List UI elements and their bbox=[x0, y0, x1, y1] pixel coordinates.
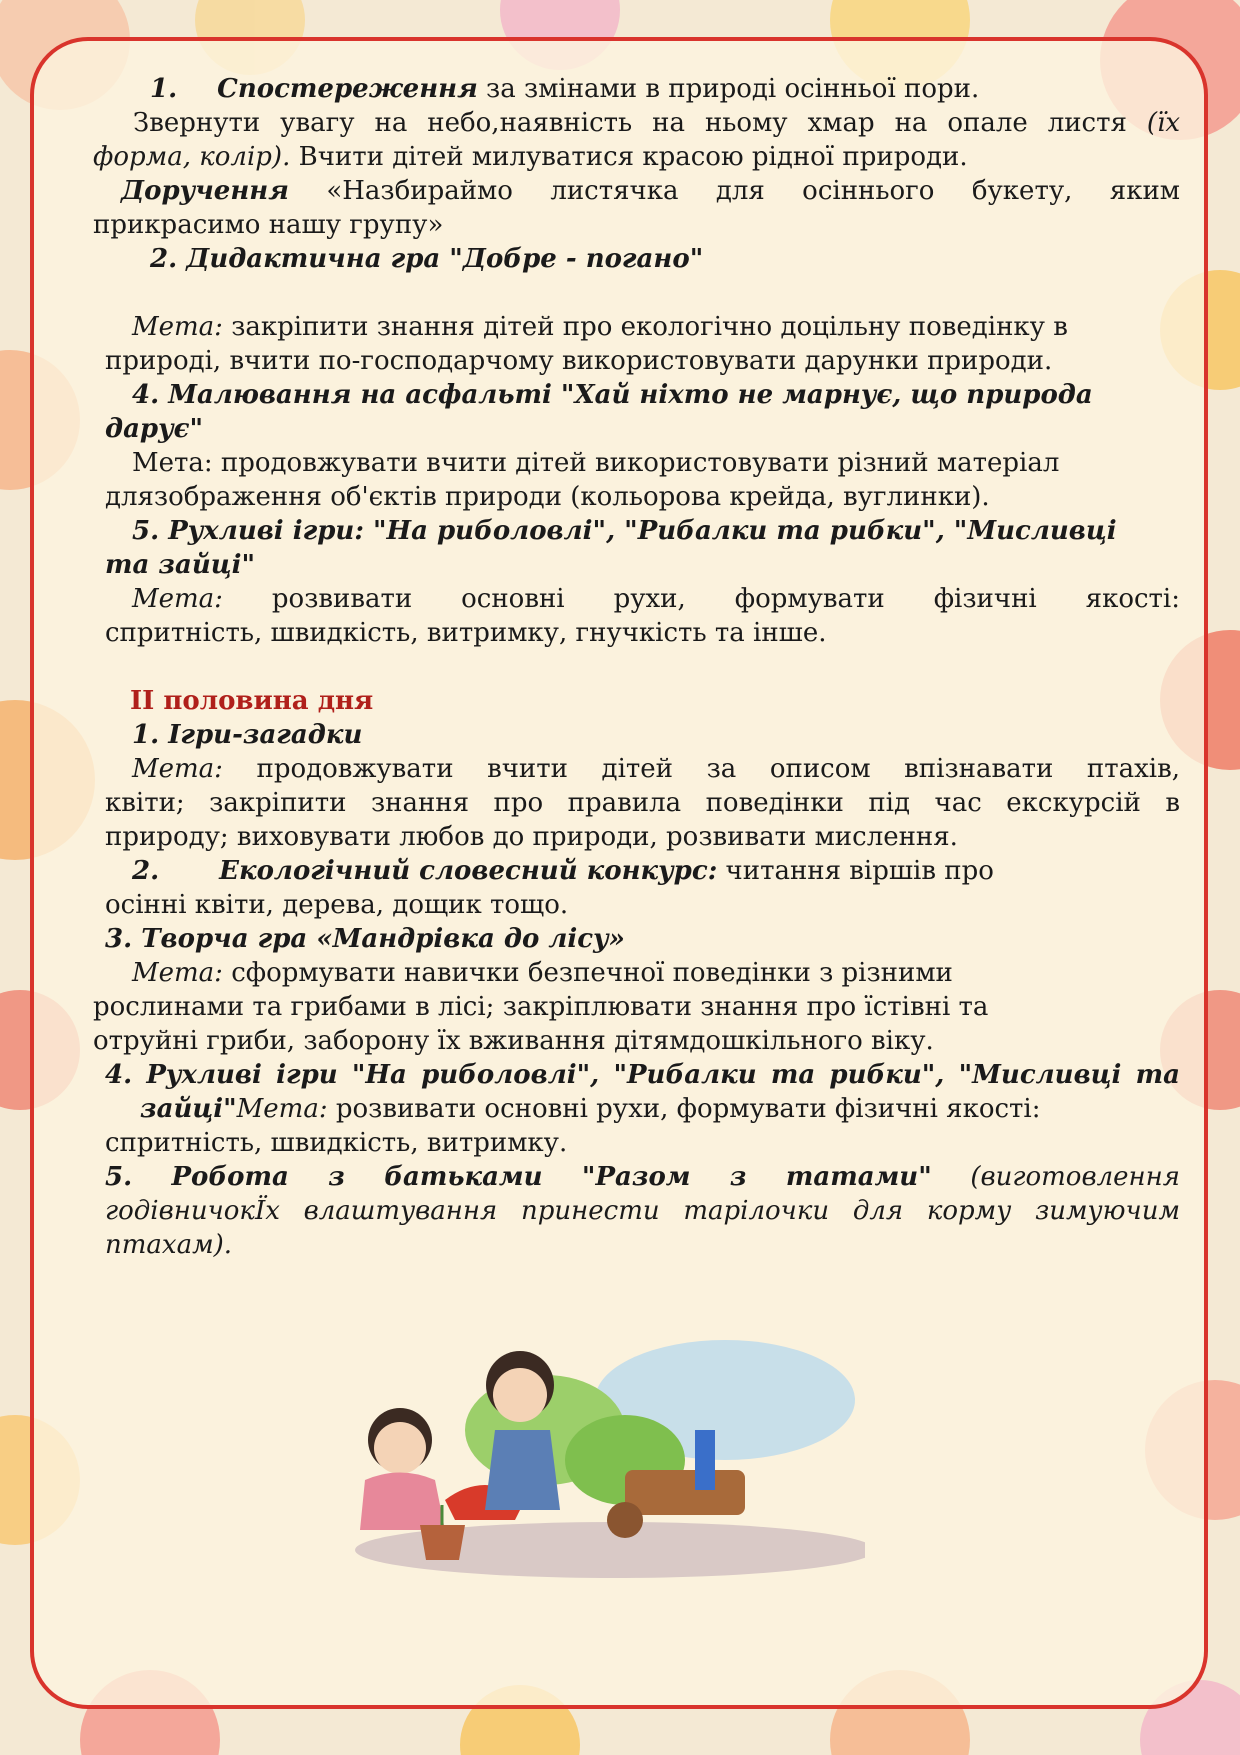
game-1-text: квіти; закріпити знання про правила поведінки під час екскурсій в bbox=[105, 788, 1180, 818]
document-body bbox=[93, 72, 1180, 1262]
game-1-text: природу; виховувати любов до природи, розвивати мислення. bbox=[105, 822, 958, 852]
section-1-line: Звернути увагу на небо,наявність на ньому хмар на опале листя (їх bbox=[133, 108, 1180, 138]
game-4-text: зайці"Мета: розвивати основні рухи, формувати фізичні якості: bbox=[140, 1094, 1041, 1124]
game-3-text: рослинами та грибами в лісі; закріплювати знання про їстівні та bbox=[93, 992, 989, 1022]
game-1-title: 1. Ігри-загадки bbox=[132, 720, 363, 750]
game-3-title: 3. Творча гра «Мандрівка до лісу» bbox=[105, 924, 625, 954]
half-day-heading: ІІ половина дня bbox=[130, 686, 374, 716]
task-line: прикрасимо нашу групу» bbox=[93, 210, 444, 240]
section-1-line: форма, колір). Вчити дітей милуватися красою рідної природи. bbox=[93, 142, 968, 172]
game-4-title: 4. Рухливі ігри "На риболовлі", "Рибалки та рибки", "Мисливці та bbox=[105, 1060, 1180, 1090]
spacer bbox=[105, 650, 1180, 684]
game-5-text: годівничокЇх влаштування принести тарілочки для корму зимуючим bbox=[105, 1196, 1180, 1226]
section-5-text: спритність, швидкість, витримку, гнучкість та інше. bbox=[105, 618, 827, 648]
section-4-title: дарує" bbox=[105, 414, 204, 444]
game-3-text: отруйні гриби, заборону їх вживання дітямдошкільного віку. bbox=[93, 1026, 934, 1056]
section-2-text: Мета: закріпити знання дітей про екологічно доцільну поведінку в bbox=[132, 312, 1068, 342]
game-3-text: Мета: сформувати навички безпечної поведінки з різними bbox=[132, 958, 953, 988]
section-4-text: Мета: продовжувати вчити дітей використовувати різний матеріал bbox=[132, 448, 1060, 478]
section-5-text: Мета: розвивати основні рухи, формувати фізичні якості: bbox=[132, 584, 1180, 614]
section-5-title: 5. Рухливі ігри: "На риболовлі", "Рибалки та рибки", "Мисливці bbox=[132, 516, 1117, 546]
section-1-title: 1. Спостереження за змінами в природі осінньої пори. bbox=[150, 74, 980, 104]
task-line: Доручення «Назбираймо листячка для осіннього букету, яким bbox=[121, 176, 1180, 206]
spacer bbox=[105, 276, 1180, 310]
section-2-text: природі, вчити по-господарчому використовувати дарунки природи. bbox=[105, 346, 1053, 376]
game-2-title: 2. Екологічний словесний конкурс: читання віршів про bbox=[132, 856, 994, 886]
game-4-text: спритність, швидкість, витримку. bbox=[105, 1128, 568, 1158]
section-4-title: 4. Малювання на асфальті "Хай ніхто не марнує, що природа bbox=[132, 380, 1093, 410]
game-5-text: птахам). bbox=[105, 1230, 233, 1260]
game-1-text: Мета: продовжувати вчити дітей за описом впізнавати птахів, bbox=[132, 754, 1180, 784]
section-5-title: та зайці" bbox=[105, 550, 256, 580]
section-2-title: 2. Дидактична гра "Добре - погано" bbox=[150, 244, 704, 274]
game-5-title: 5. Робота з батьками "Разом з татами" (виготовлення bbox=[105, 1162, 1180, 1192]
game-2-text: осінні квіти, дерева, дощик тощо. bbox=[105, 890, 569, 920]
children-gardening-illustration bbox=[325, 1340, 865, 1580]
section-4-text: длязображення об'єктів природи (кольорова крейда, вуглинки). bbox=[105, 482, 990, 512]
